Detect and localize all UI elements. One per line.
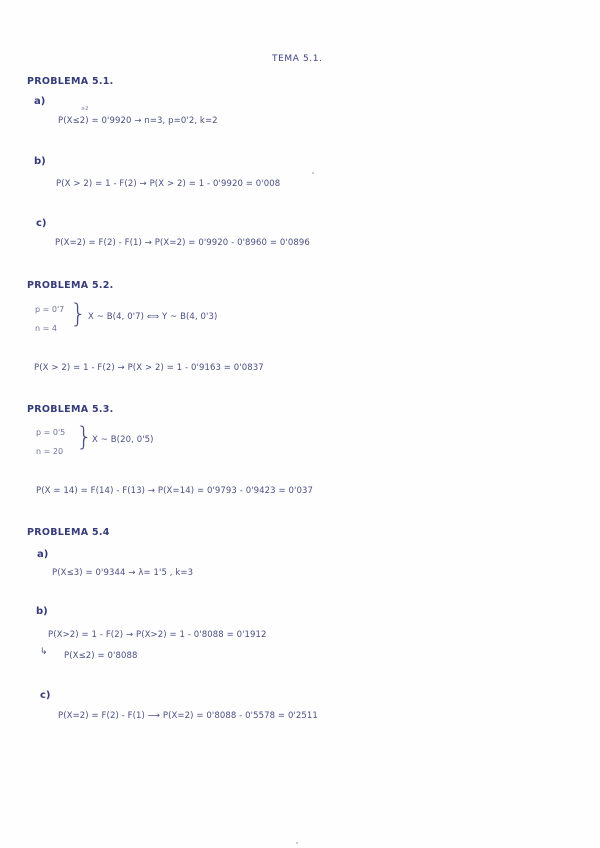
hook-arrow-icon: ↳ [40,647,48,657]
problem-5-1-part-a-equation: P(X≤2) = 0'9920 → n=3, p=0'2, k=2 [58,116,218,126]
problem-5-3-given-p: p = 0'5 [36,428,66,437]
problem-5-3-given-n: n = 20 [36,447,64,456]
problem-5-1-part-c-label: c) [36,218,47,229]
problem-5-2-equation: P(X > 2) = 1 - F(2) → P(X > 2) = 1 - 0'9163 = 0'0837 [34,363,264,373]
problem-5-4-part-c-equation: P(X=2) = F(2) - F(1) ⟶ P(X=2) = 0'8088 - 0'5578 = 0'2511 [58,711,318,721]
page-title: TEMA 5.1. [272,54,323,64]
problem-5-2-heading: PROBLEMA 5.2. [27,280,114,291]
problem-5-2-distribution: X ~ B(4, 0'7) ⟺ Y ~ B(4, 0'3) [88,312,218,322]
problem-5-1-part-a-note: ≥2 [81,106,89,112]
problem-5-4-part-c-label: c) [40,690,51,701]
scan-speck [296,842,298,844]
problem-5-2-given-p: p = 0'7 [35,305,65,314]
problem-5-4-part-a-equation: P(X≤3) = 0'9344 → λ= 1'5 , k=3 [52,568,194,578]
problem-5-3-distribution: X ~ B(20, 0'5) [92,435,154,445]
problem-5-2-given-n: n = 4 [35,324,57,333]
brace-symbol: } [76,422,93,452]
problem-5-1-heading: PROBLEMA 5.1. [27,76,114,87]
problem-5-4-part-b-label: b) [36,606,48,617]
problem-5-4-part-b-complement: P(X≤2) = 0'8088 [64,651,138,661]
brace-symbol: } [70,299,87,329]
problem-5-3-equation: P(X = 14) = F(14) - F(13) → P(X=14) = 0'9793 - 0'9423 = 0'037 [36,486,313,496]
scan-speck [312,172,314,174]
problem-5-4-part-b-equation: P(X>2) = 1 - F(2) → P(X>2) = 1 - 0'8088 = 0'1912 [48,630,267,640]
problem-5-3-heading: PROBLEMA 5.3. [27,404,114,415]
problem-5-1-part-b-equation: P(X > 2) = 1 - F(2) → P(X > 2) = 1 - 0'9920 = 0'008 [56,179,281,189]
problem-5-4-heading: PROBLEMA 5.4 [27,527,110,538]
problem-5-4-part-a-label: a) [37,549,49,560]
problem-5-1-part-b-label: b) [34,156,46,167]
problem-5-1-part-a-label: a) [34,96,46,107]
problem-5-1-part-c-equation: P(X=2) = F(2) - F(1) → P(X=2) = 0'9920 - 0'8960 = 0'0896 [55,238,310,248]
